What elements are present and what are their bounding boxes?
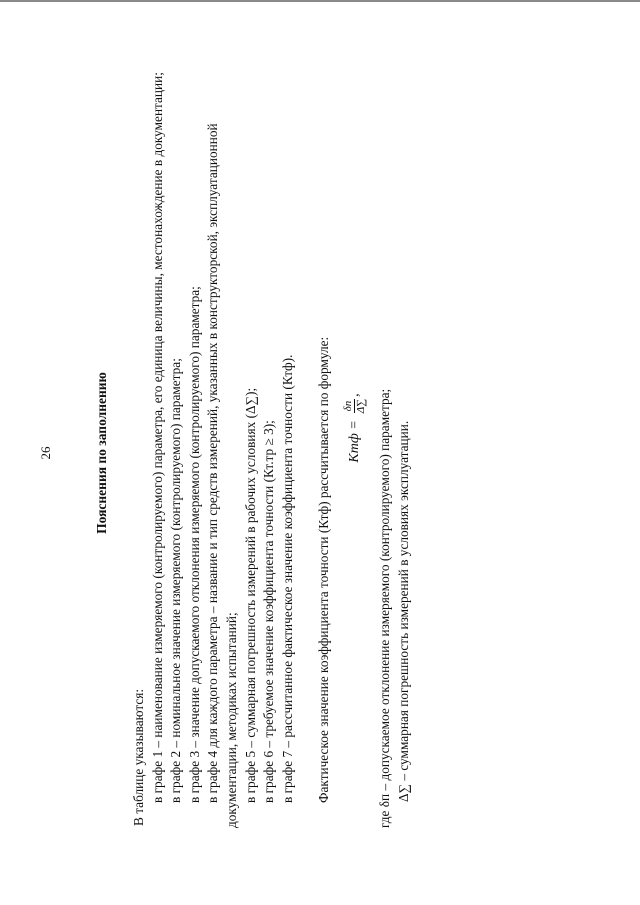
section-heading: Пояснения по заполнению	[94, 372, 109, 534]
formula-comma: ,	[346, 393, 362, 397]
list-item: в графе 2 – номинальное значение измеряемого (контролируемого) параметра;	[168, 358, 184, 803]
where-line: где δп – допускаемое отклонение измеряемого (контролируемого) параметра;	[376, 388, 392, 828]
spacer	[297, 68, 315, 828]
formula-numerator: δп	[342, 400, 355, 412]
formula-lhs: Kтф =	[346, 420, 362, 463]
formula	[334, 68, 376, 788]
formula-intro: Фактическое значение коэффициента точности (Ктф) рассчитывается по формуле:	[316, 336, 332, 803]
formula-fraction	[342, 397, 367, 415]
formula-denominator: Δ∑	[355, 398, 368, 414]
list-item: в графе 7 – рассчитанное фактическое значение коэффициента точности (Ктф).	[279, 354, 295, 803]
where-line: Δ∑ – суммарная погрешность измерений в условиях эксплуатации.	[395, 420, 411, 802]
list-item: в графе 1 – наименование измеряемого (контролируемого) параметра, его единица величины, местонахождение в документации;	[149, 72, 165, 803]
page-top-edge	[0, 0, 640, 2]
page-number: 26	[38, 446, 53, 460]
list-item: в графе 5 – суммарная погрешность измерений в рабочих условиях (Δ∑);	[242, 387, 258, 803]
document-body	[130, 68, 413, 828]
list-item: в графе 6 – требуемое значение коэффициента точности (Кт.тр ≥ 3);	[261, 420, 277, 803]
list-item: в графе 4 для каждого параметра – название и тип средств измерений, указанных в конструкторской, эксплуатационной документации, методиках испытаний;	[205, 123, 239, 828]
list-item: в графе 3 – значение допускаемого отклонения измеряемого (контролируемого) параметра;	[186, 286, 202, 803]
rotated-page-content	[20, 38, 600, 868]
intro-line: В таблице указываются:	[131, 688, 146, 826]
